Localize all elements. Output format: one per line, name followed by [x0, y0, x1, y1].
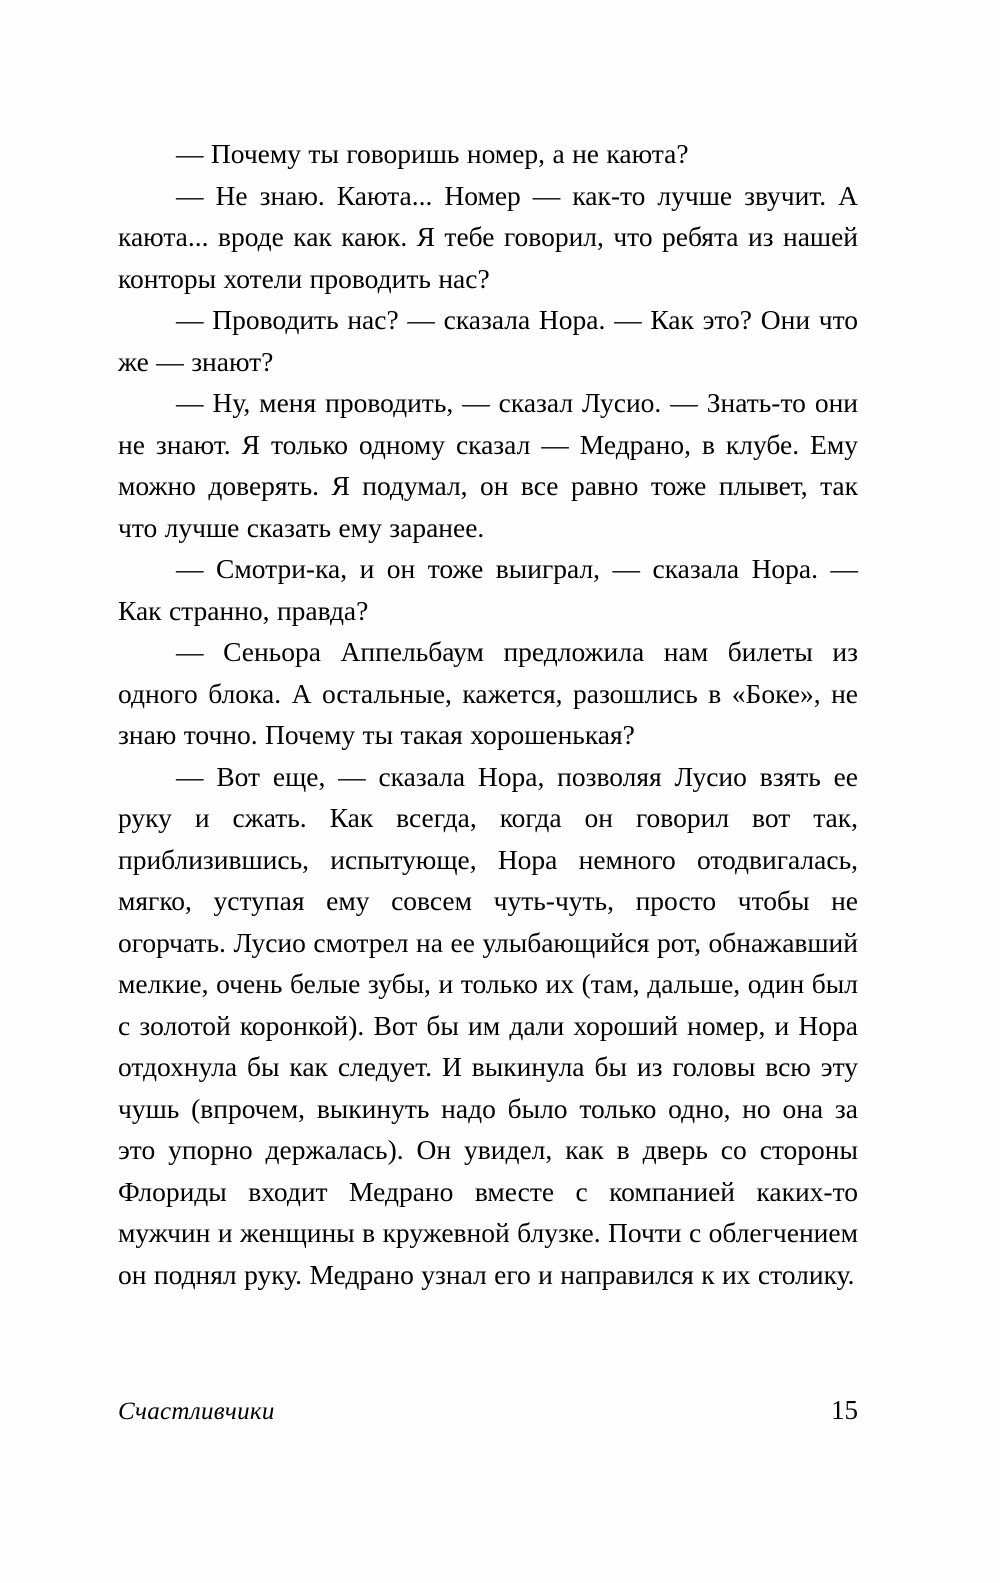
page-number: 15 [831, 1395, 858, 1425]
paragraph: — Проводить нас? — сказала Нора. — Как это? Они что же — знают? [118, 304, 858, 377]
paragraph: — Сеньора Аппельбаум предложила нам билеты из одного блока. А остальные, кажется, разошлись в «Боке», не знаю точно. Почему ты такая хорошенькая? [118, 636, 858, 750]
paragraph: — Ну, меня проводить, — сказал Лусио. — Знать-то они не знают. Я только одному сказал — Медрано, в клубе. Ему можно доверять. Я подумал, он все равно тоже плывет, так что лучше сказать ему заранее. [118, 387, 858, 543]
page-footer [118, 1395, 858, 1426]
running-title: Счастливчики [118, 1398, 275, 1425]
paragraph: — Вот еще, — сказала Нора, позволяя Лусио взять ее руку и сжать. Как всегда, когда он говорил вот так, приблизившись, испытующе, Нора немного отодвигалась, мягко, уступая ему совсем чуть-чуть, просто чтобы не огорчать. Лусио смотрел на ее улыбающийся рот, обнажавший мелкие, очень белые зубы, и только их (там, дальше, один был с золотой коронкой). Вот бы им дали хороший номер, и Нора отдохнула бы как следует. И выкинула бы из головы всю эту чушь (впрочем, выкинуть надо было только одно, но она за это упорно держалась). Он увидел, как в дверь со стороны Флориды входит Медрано вместе с компанией каких-то мужчин и женщины в кружевной блузке. Почти с облегчением он поднял руку. Медрано узнал его и направился к их столику. [118, 760, 858, 1290]
paragraph: — Почему ты говоришь номер, а не каюта? [176, 138, 689, 169]
page-body-text [118, 133, 858, 1295]
paragraph: — Смотри-ка, и он тоже выиграл, — сказала Нора. — Как странно, правда? [118, 553, 858, 626]
paragraph: — Не знаю. Каюта... Номер — как-то лучше звучит. А каюта... вроде как каюк. Я тебе говорил, что ребята из нашей конторы хотели проводить нас? [118, 179, 858, 294]
